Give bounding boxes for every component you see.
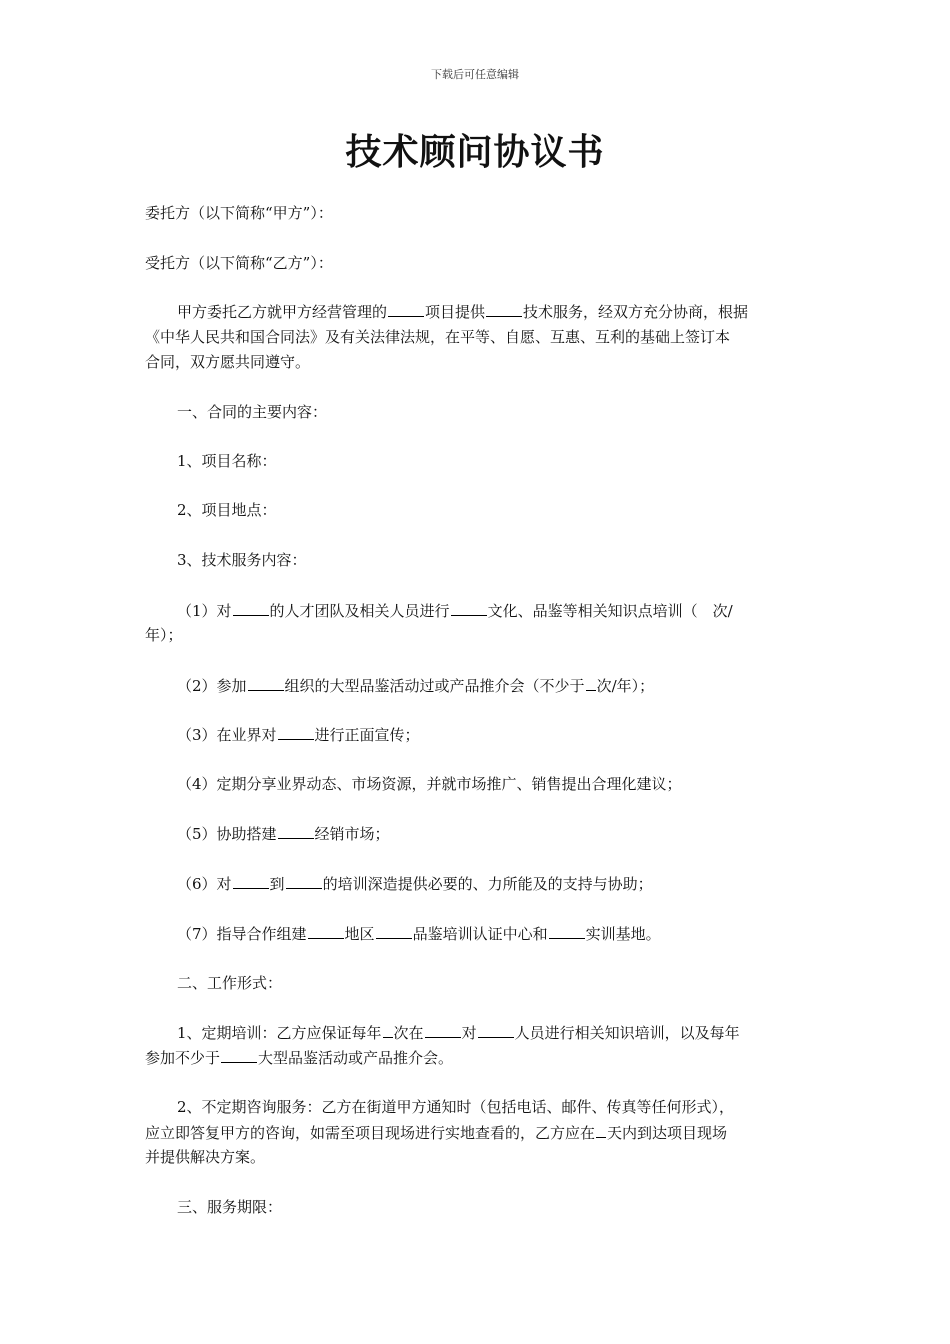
intro-line-2: 《中华人民共和国合同法》及有关法律法规，在平等、自愿、互惠、互利的基础上签订本 xyxy=(145,328,731,346)
blank-line xyxy=(233,870,269,889)
sec2-para-1-line-1: 1、定期培训：乙方应保证每年 次在 对 人员进行相关知识培训，以及每年 xyxy=(145,1019,805,1046)
blank-line xyxy=(486,298,522,317)
blank-line xyxy=(248,672,284,691)
item-2: 2、项目地点： xyxy=(177,501,277,519)
sec2-para-1-line-2: 参加不少于 大型品鉴活动或产品推介会。 xyxy=(145,1044,805,1071)
sub-item-5: （5）协助搭建 经销市场； xyxy=(145,820,805,847)
sec2-para-2-line-3: 并提供解决方案。 xyxy=(145,1148,266,1166)
blank-line xyxy=(478,1019,514,1038)
sub-item-7: （7）指导合作组建 地区 品鉴培训认证中心和 实训基地。 xyxy=(145,920,805,947)
sec2-para-2-line-2: 应立即答复甲方的咨询，如需至项目现场进行实地查看的，乙方应在 天内到达项目现场 xyxy=(145,1119,805,1146)
header-note: 下载后可任意编辑 xyxy=(431,68,519,81)
intro-line-3: 合同，双方愿共同遵守。 xyxy=(145,353,311,371)
party-b-line: 受托方（以下简称“乙方”）： xyxy=(145,254,333,272)
sub-item-6: （6）对 到 的培训深造提供必要的、力所能及的支持与协助； xyxy=(145,870,805,897)
sub-item-3: （3）在业界对 进行正面宣传； xyxy=(145,721,805,748)
blank-line xyxy=(221,1044,257,1063)
document-title: 技术顾问协议书 xyxy=(345,131,605,173)
sub-item-2: （2）参加 组织的大型品鉴活动过或产品推介会（不少于 次/年）； xyxy=(145,672,805,699)
item-1: 1、项目名称： xyxy=(177,452,277,470)
blank-line xyxy=(596,1119,606,1138)
section-3-heading: 三、服务期限： xyxy=(177,1198,283,1216)
party-a-line: 委托方（以下简称“甲方”）： xyxy=(145,204,333,222)
blank-line xyxy=(451,597,487,616)
sub-item-1-cont: 年）； xyxy=(145,626,183,644)
intro-line-1: 甲方委托乙方就甲方经营管理的 项目提供 技术服务，经双方充分协商，根据 xyxy=(145,298,805,325)
blank-line xyxy=(286,870,322,889)
blank-line xyxy=(388,298,424,317)
sub-item-1: （1）对 的人才团队及相关人员进行 文化、品鉴等相关知识点培训（ 次/ xyxy=(145,597,805,624)
blank-line xyxy=(278,721,314,740)
item-3: 3、技术服务内容： xyxy=(177,551,307,569)
blank-line xyxy=(425,1019,461,1038)
sec2-para-2-line-1: 2、不定期咨询服务：乙方在街道甲方通知时（包括电话、邮件、传真等任何形式）， xyxy=(177,1098,735,1116)
blank-line xyxy=(233,597,269,616)
blank-line xyxy=(308,920,344,939)
blank-line xyxy=(383,1019,393,1038)
blank-line xyxy=(586,672,596,691)
blank-line xyxy=(549,920,585,939)
section-1-heading: 一、合同的主要内容： xyxy=(177,403,328,421)
blank-line xyxy=(278,820,314,839)
sub-item-4: （4）定期分享业界动态、市场资源，并就市场推广、销售提出合理化建议； xyxy=(177,775,682,793)
section-2-heading: 二、工作形式： xyxy=(177,974,283,992)
blank-line xyxy=(376,920,412,939)
